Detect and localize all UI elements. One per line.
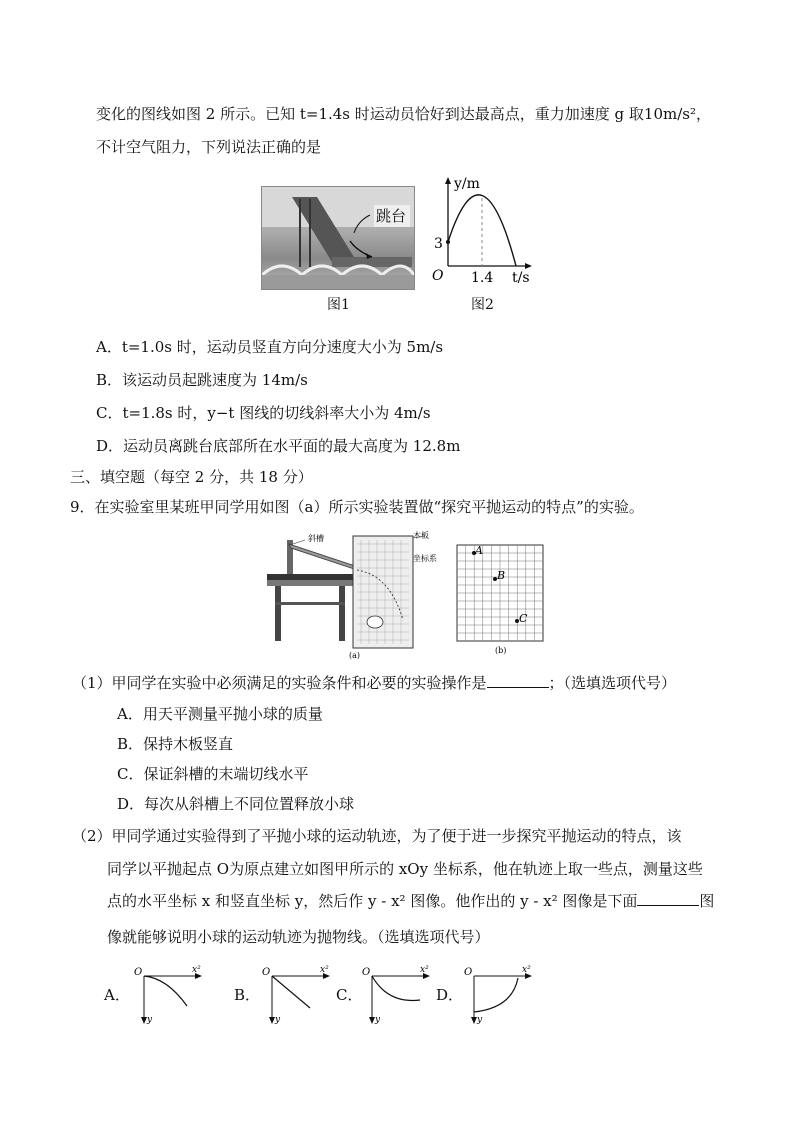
graph-option-d-letter: D．: [436, 986, 464, 1004]
graph-d-x-label: x²: [522, 965, 531, 975]
fig2-caption: 图2: [471, 297, 494, 313]
graph-option-a-letter: A．: [104, 986, 130, 1004]
q9-sub1-text: （1）甲同学在实验中必须满足的实验条件和必要的实验操作是: [72, 674, 487, 692]
graph-a-x-label: x²: [192, 965, 201, 975]
ski-jump-photo: [261, 186, 415, 290]
fig2-origin: O: [432, 268, 444, 284]
fig-b-caption: (b): [495, 646, 507, 655]
fig-a-label-chute: 斜槽: [308, 534, 324, 543]
graph-option-d: [462, 962, 537, 1027]
fig-b-point-a: A: [475, 544, 483, 557]
fig-a-label-board: 木板: [413, 531, 429, 540]
fig2-x-tick: 1.4: [471, 270, 494, 286]
graph-c-origin: O: [362, 967, 371, 978]
q8-intro-line2: 不计空气阻力，下列说法正确的是: [96, 138, 322, 156]
q9-sub1-option-c: C．保证斜槽的末端切线水平: [117, 765, 309, 783]
q9-sub2-line3-text: 点的水平坐标 x 和竖直坐标 y，然后作 y - x² 图像。他作出的 y - x² 图像是下面: [107, 892, 638, 910]
graph-option-b-letter: B．: [234, 986, 261, 1004]
graph-option-c-letter: C．: [336, 986, 363, 1004]
fig-a-label-coord: 坐标系: [413, 554, 437, 563]
q9-sub1-option-a: A．用天平测量平抛小球的质量: [117, 705, 323, 723]
fig2-y-t-graph: [420, 172, 535, 288]
fig-a-apparatus: [265, 530, 440, 660]
q8-option-a: A．t=1.0s 时，运动员竖直方向分速度大小为 5m/s: [96, 338, 444, 356]
graph-b-x-label: x²: [320, 965, 329, 975]
fig-a-caption: (a): [349, 651, 361, 660]
q9-sub1-hint: ；（选填选项代号）: [548, 674, 677, 692]
graph-c-x-label: x²: [420, 965, 429, 975]
q9-sub1-answer-blank[interactable]: [487, 673, 549, 688]
graph-d-y-label: y: [477, 1015, 483, 1025]
q9-sub2-line2: 同学以平抛起点 O为原点建立如图甲所示的 xOy 坐标系，他在轨迹上取一些点，测量这些: [107, 860, 703, 878]
graph-b-y-label: y: [275, 1015, 281, 1025]
fig-b-point-b: B: [497, 569, 506, 582]
q9-stem: 9．在实验室里某班甲同学用如图（a）所示实验装置做“探究平抛运动的特点”的实验。: [70, 498, 644, 516]
fig1-caption: 图1: [327, 297, 350, 313]
graph-a-origin: O: [134, 967, 143, 978]
q9-sub2-line4: 像就能够说明小球的运动轨迹为抛物线。（选填选项代号）: [107, 928, 490, 946]
fig2-y-label: y/m: [454, 176, 480, 192]
q8-option-b: B．该运动员起跳速度为 14m/s: [96, 371, 308, 389]
graph-c-y-label: y: [375, 1015, 381, 1025]
fig-b-point-c: C: [519, 612, 528, 625]
fig2-x-label: t/s: [512, 270, 530, 286]
q9-sub2-line1: （2）甲同学通过实验得到了平抛小球的运动轨迹，为了便于进一步探究平抛运动的特点，该: [72, 827, 682, 845]
q9-sub1: [72, 673, 676, 693]
graph-d-origin: O: [464, 967, 473, 978]
graph-option-a: [132, 962, 207, 1027]
q8-option-c: C．t=1.8s 时，y−t 图线的切线斜率大小为 4m/s: [96, 404, 431, 422]
q9-sub2-line3-end: 图: [699, 892, 715, 910]
q9-sub1-option-d: D．每次从斜槽上不同位置释放小球: [117, 795, 355, 813]
graph-option-c: [360, 962, 435, 1027]
q9-sub1-option-b: B．保持木板竖直: [117, 735, 234, 753]
q8-option-d: D．运动员离跳台底部所在水平面的最大高度为 12.8m: [96, 437, 461, 455]
fig1-label-jump-platform: 跳台: [376, 207, 407, 225]
q9-sub2-line3: [107, 891, 714, 911]
fig2-y-tick: 3: [434, 236, 443, 252]
section3-title: 三、填空题（每空 2 分，共 18 分）: [70, 468, 313, 486]
q8-intro-line1: 变化的图线如图 2 所示。已知 t=1.4s 时运动员恰好到达最高点，重力加速度 g 取10m/s²，: [96, 105, 711, 123]
graph-b-origin: O: [262, 967, 271, 978]
fig-b-grid: [452, 542, 547, 657]
graph-option-b: [260, 962, 335, 1027]
ski-jump-illustration: [262, 187, 414, 289]
graph-a-y-label: y: [147, 1015, 153, 1025]
q9-sub2-answer-blank[interactable]: [637, 891, 699, 906]
